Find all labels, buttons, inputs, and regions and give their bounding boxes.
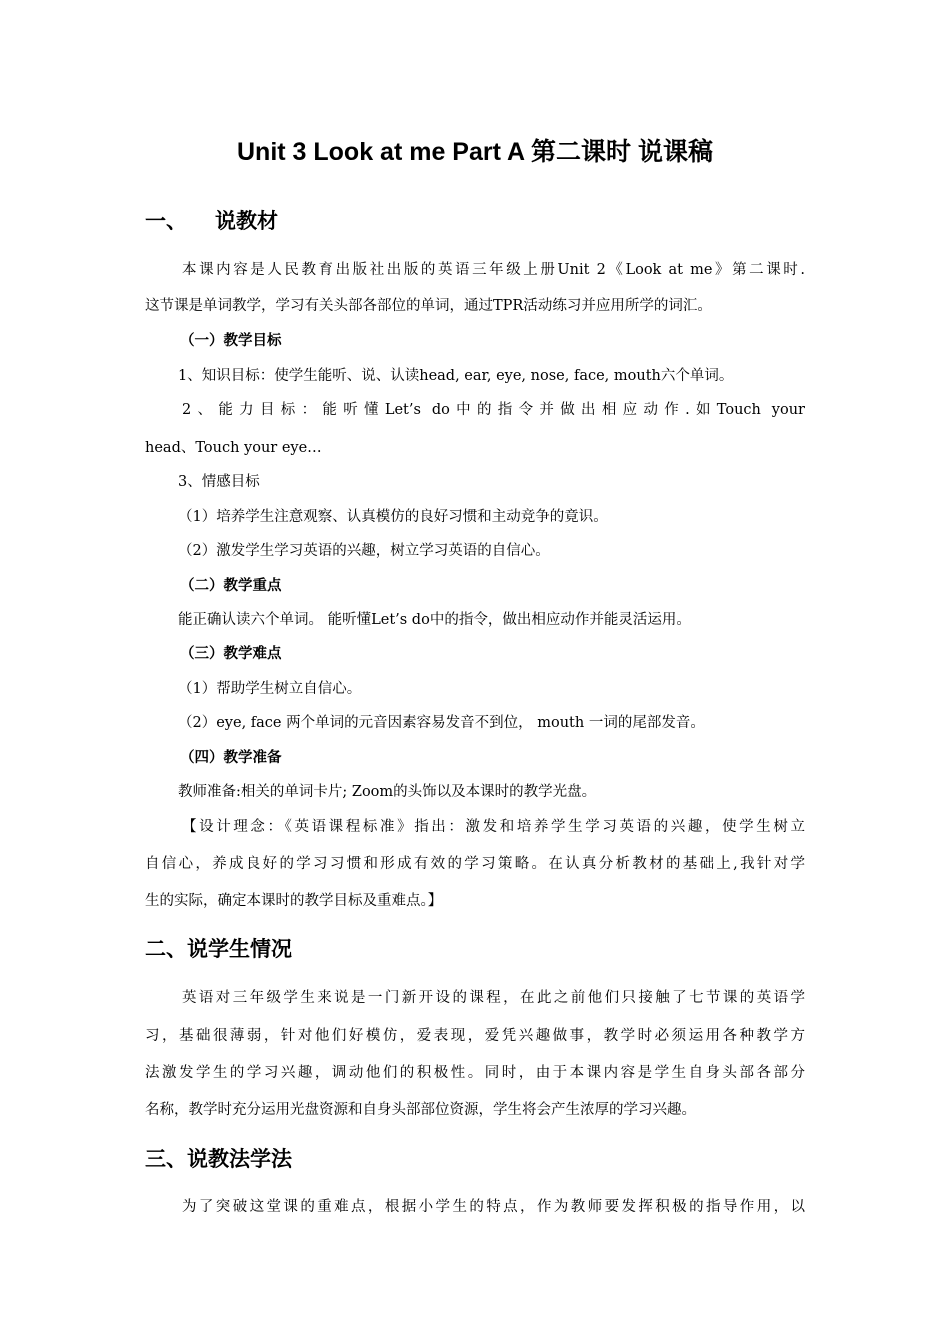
subheading-preparation: （四）教学准备 xyxy=(180,750,282,766)
section-number: 一、 xyxy=(145,209,187,233)
paragraph-line: 能正确认读六个单词。 能听懂Let’s do中的指令，做出相应动作并能灵活运用。 xyxy=(178,612,691,628)
section-heading-textbook xyxy=(145,205,278,235)
paragraph-line: 自信心，养成良好的学习习惯和形成有效的学习策略。在认真分析教材的基础上,我针对学 xyxy=(145,856,805,872)
paragraph-line: head、Touch your eye… xyxy=(145,440,322,456)
paragraph-line: 为了突破这堂课的重难点，根据小学生的特点，作为教师要发挥积极的指导作用，以 xyxy=(182,1199,805,1215)
list-item: （1）帮助学生树立自信心。 xyxy=(178,681,362,697)
paragraph-line: 1、知识目标：使学生能听、说、认读head, ear, eye, nose, face, mouth六个单词。 xyxy=(178,368,734,384)
section-title: 说教材 xyxy=(215,209,278,233)
subheading-difficulties: （三）教学难点 xyxy=(180,646,282,662)
document-title: Unit 3 Look at me Part A 第二课时 说课稿 xyxy=(237,138,713,166)
paragraph-line: 3、情感目标 xyxy=(178,474,260,490)
section-heading-students: 二、说学生情况 xyxy=(145,937,292,961)
paragraph-line: 这节课是单词教学，学习有关头部各部位的单词，通过TPR活动练习并应用所学的词汇。 xyxy=(145,298,712,314)
paragraph-line: 2、能力目标：能听懂Let’s do中的指令并做出相应动作.如Touch your xyxy=(182,402,805,418)
paragraph-line: 【设计理念：《英语课程标准》指出：激发和培养学生学习英语的兴趣，使学生树立 xyxy=(182,819,805,835)
paragraph-line: 习，基础很薄弱，针对他们好模仿，爱表现，爱凭兴趣做事，教学时必须运用各种教学方 xyxy=(145,1028,805,1044)
list-item: （2）eye, face 两个单词的元音因素容易发音不到位， mouth 一词的尾部发音。 xyxy=(178,715,705,731)
section-heading-methods: 三、说教法学法 xyxy=(145,1147,292,1171)
list-item: （2）激发学生学习英语的兴趣，树立学习英语的自信心。 xyxy=(178,543,550,559)
subheading-key-points: （二）教学重点 xyxy=(180,578,282,594)
paragraph-line: 英语对三年级学生来说是一门新开设的课程，在此之前他们只接触了七节课的英语学 xyxy=(182,990,805,1006)
subheading-goals: （一）教学目标 xyxy=(180,333,282,349)
paragraph-line: 教师准备:相关的单词卡片; Zoom的头饰以及本课时的教学光盘。 xyxy=(178,784,597,800)
paragraph-line: 名称，教学时充分运用光盘资源和自身头部部位资源，学生将会产生浓厚的学习兴趣。 xyxy=(145,1102,696,1118)
paragraph-line: 生的实际，确定本课时的教学目标及重难点。】 xyxy=(145,893,443,909)
paragraph-line: 本课内容是人民教育出版社出版的英语三年级上册Unit 2《Look at me》第二课时. xyxy=(182,262,805,278)
list-item: （1）培养学生注意观察、认真模仿的良好习惯和主动竞争的竟识。 xyxy=(178,509,608,525)
paragraph-line: 法激发学生的学习兴趣，调动他们的积极性。同时，由于本课内容是学生自身头部各部分 xyxy=(145,1065,805,1081)
